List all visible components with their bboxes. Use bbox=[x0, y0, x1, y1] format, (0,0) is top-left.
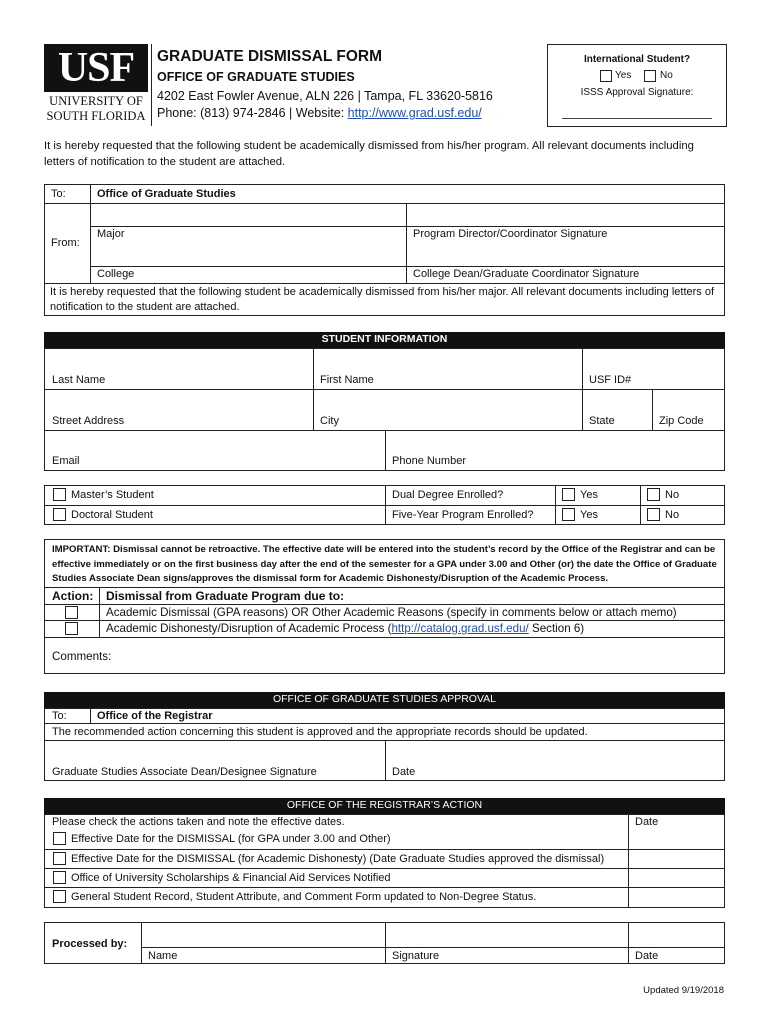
usf-logo-line1: UNIVERSITY OF bbox=[49, 94, 143, 108]
registrar-item-gpa-checkbox[interactable] bbox=[53, 832, 66, 845]
academic-dishonesty-checkbox[interactable] bbox=[65, 622, 78, 635]
phone-number-label: Phone Number bbox=[392, 455, 466, 467]
city-label: City bbox=[320, 415, 339, 427]
intl-no-checkbox[interactable] bbox=[644, 70, 656, 82]
college-label: College bbox=[97, 268, 135, 280]
office-name: OFFICE OF GRADUATE STUDIES bbox=[157, 70, 355, 84]
processed-signature-field[interactable] bbox=[386, 923, 628, 947]
masters-student-label: Master’s Student bbox=[71, 489, 154, 501]
usf-id-label: USF ID# bbox=[589, 374, 632, 386]
processed-date-field[interactable] bbox=[629, 923, 724, 947]
zip-code-label: Zip Code bbox=[659, 415, 704, 427]
five-year-no-label: No bbox=[665, 509, 680, 521]
usf-logo-line2: SOUTH FLORIDA bbox=[46, 109, 146, 123]
isss-signature-line[interactable] bbox=[562, 118, 712, 119]
associate-dean-signature-field[interactable] bbox=[45, 741, 385, 764]
student-info-header: STUDENT INFORMATION bbox=[44, 332, 725, 348]
five-year-yes-label: Yes bbox=[580, 509, 598, 521]
street-address-field[interactable] bbox=[45, 390, 313, 412]
college-field[interactable] bbox=[91, 244, 406, 266]
action-label: Action: bbox=[52, 589, 94, 603]
program-director-field[interactable] bbox=[407, 204, 724, 226]
routing-from-label: From: bbox=[51, 237, 80, 249]
dishonesty-suffix: Section 6) bbox=[528, 622, 585, 635]
approval-header: OFFICE OF GRADUATE STUDIES APPROVAL bbox=[44, 692, 725, 708]
doctoral-student-checkbox[interactable] bbox=[53, 508, 66, 521]
dual-degree-label: Dual Degree Enrolled? bbox=[392, 489, 504, 501]
intl-title: International Student? bbox=[583, 54, 691, 65]
form-title: GRADUATE DISMISSAL FORM bbox=[157, 48, 383, 65]
dishonesty-prefix: Academic Dishonesty/Disruption of Academic Process ( bbox=[106, 622, 392, 635]
five-year-yes-checkbox[interactable] bbox=[562, 508, 575, 521]
major-label: Major bbox=[97, 228, 125, 240]
first-name-field[interactable] bbox=[314, 349, 582, 371]
approval-text: The recommended action concerning this student is approved and the appropriate records should be updated. bbox=[52, 726, 588, 738]
program-director-label: Program Director/Coordinator Signature bbox=[413, 228, 608, 240]
registrar-item-dishonesty-checkbox[interactable] bbox=[53, 852, 66, 865]
state-label: State bbox=[589, 415, 615, 427]
intl-yes-label: Yes bbox=[615, 70, 632, 81]
state-field[interactable] bbox=[583, 390, 652, 412]
registrar-instructions: Please check the actions taken and note the effective dates. bbox=[52, 816, 345, 828]
registrar-item-financial-aid-label: Office of University Scholarships & Financial Aid Services Notified bbox=[71, 872, 391, 884]
email-field[interactable] bbox=[45, 431, 385, 453]
website-link[interactable]: http://www.grad.usf.edu/ bbox=[347, 106, 482, 120]
street-address-label: Street Address bbox=[52, 415, 125, 427]
registrar-item-financial-aid-checkbox[interactable] bbox=[53, 871, 66, 884]
academic-dishonesty-label bbox=[106, 622, 584, 635]
last-name-label: Last Name bbox=[52, 374, 106, 386]
registrar-item-gpa-label: Effective Date for the DISMISSAL (for GPA under 3.00 and Other) bbox=[71, 833, 391, 845]
registrar-date-label: Date bbox=[635, 816, 659, 828]
approval-to-label: To: bbox=[52, 710, 67, 722]
registrar-item-dishonesty-label: Effective Date for the DISMISSAL (for Academic Dishonesty) (Date Graduate Studies approved the dismissal) bbox=[71, 853, 605, 865]
intl-no-label: No bbox=[660, 70, 673, 81]
comments-field[interactable] bbox=[120, 640, 720, 672]
dual-degree-yes-label: Yes bbox=[580, 489, 598, 501]
five-year-no-checkbox[interactable] bbox=[647, 508, 660, 521]
updated-date: Updated 9/19/2018 bbox=[643, 985, 724, 996]
five-year-label: Five-Year Program Enrolled? bbox=[392, 509, 534, 521]
comments-label: Comments: bbox=[52, 650, 112, 663]
academic-dismissal-checkbox[interactable] bbox=[65, 606, 78, 619]
city-field[interactable] bbox=[314, 390, 582, 412]
routing-request-text: It is hereby requested that the following student be academically dismissed from his/her major. All relevant documents including letters of notification to the student are attached. bbox=[50, 286, 715, 313]
phone-text: Phone: (813) 974-2846 | Website: bbox=[157, 106, 348, 120]
processed-date-label: Date bbox=[635, 950, 659, 962]
doctoral-student-label: Doctoral Student bbox=[71, 509, 153, 521]
usf-id-field[interactable] bbox=[583, 349, 724, 371]
usf-logo-mark: USF bbox=[44, 44, 148, 92]
college-dean-label: College Dean/Graduate Coordinator Signature bbox=[413, 268, 640, 280]
processed-by-label: Processed by: bbox=[52, 938, 128, 950]
academic-dismissal-label: Academic Dismissal (GPA reasons) OR Other Academic Reasons (specify in comments below or attach memo) bbox=[106, 606, 677, 619]
email-label: Email bbox=[52, 455, 80, 467]
action-title: Dismissal from Graduate Program due to: bbox=[106, 589, 345, 603]
last-name-field[interactable] bbox=[45, 349, 313, 371]
registrar-item-record-label: General Student Record, Student Attribute, and Comment Form updated to Non-Degree Status. bbox=[71, 891, 537, 903]
dual-degree-no-checkbox[interactable] bbox=[647, 488, 660, 501]
office-contact bbox=[157, 106, 482, 120]
approval-date-label: Date bbox=[392, 766, 416, 778]
approval-to-value: Office of the Registrar bbox=[97, 710, 213, 722]
office-address: 4202 East Fowler Avenue, ALN 226 | Tampa, FL 33620-5816 bbox=[157, 89, 493, 103]
processed-name-field[interactable] bbox=[142, 923, 385, 947]
registrar-item-record-checkbox[interactable] bbox=[53, 890, 66, 903]
important-notice: IMPORTANT: Dismissal cannot be retroactive. The effective date will be entered into the student’s record by the Office of the Registrar and can be effective immediately or on the first business day after the end of the semester for a GPA under 3.00 and Other (or) the date the Office of Graduate Studies Associate Dean signs/approves the dismissal form for Academic Dishonesty/Disruption of the Academic Process. bbox=[52, 544, 717, 584]
intl-yes-checkbox[interactable] bbox=[600, 70, 612, 82]
approval-date-field[interactable] bbox=[386, 741, 724, 764]
college-dean-field[interactable] bbox=[407, 244, 724, 266]
processed-name-label: Name bbox=[148, 950, 178, 962]
zip-code-field[interactable] bbox=[653, 390, 724, 412]
international-student-box bbox=[547, 44, 727, 127]
associate-dean-signature-label: Graduate Studies Associate Dean/Designee Signature bbox=[52, 766, 317, 778]
intro-text: It is hereby requested that the following student be academically dismissed from his/her program. All relevant documents including letters of notification to the student are attached. bbox=[44, 140, 694, 168]
major-field[interactable] bbox=[91, 204, 406, 226]
dual-degree-no-label: No bbox=[665, 489, 680, 501]
routing-to-value: Office of Graduate Studies bbox=[97, 188, 236, 200]
masters-student-checkbox[interactable] bbox=[53, 488, 66, 501]
isss-signature-label: ISSS Approval Signature: bbox=[580, 87, 694, 98]
registrar-header: OFFICE OF THE REGISTRAR’S ACTION bbox=[44, 798, 725, 814]
processed-signature-label: Signature bbox=[392, 950, 440, 962]
usf-logo bbox=[44, 44, 148, 124]
routing-to-label: To: bbox=[51, 188, 66, 200]
phone-number-field[interactable] bbox=[386, 431, 724, 453]
first-name-label: First Name bbox=[320, 374, 374, 386]
dual-degree-yes-checkbox[interactable] bbox=[562, 488, 575, 501]
catalog-link[interactable]: http://catalog.grad.usf.edu/ bbox=[391, 622, 529, 635]
